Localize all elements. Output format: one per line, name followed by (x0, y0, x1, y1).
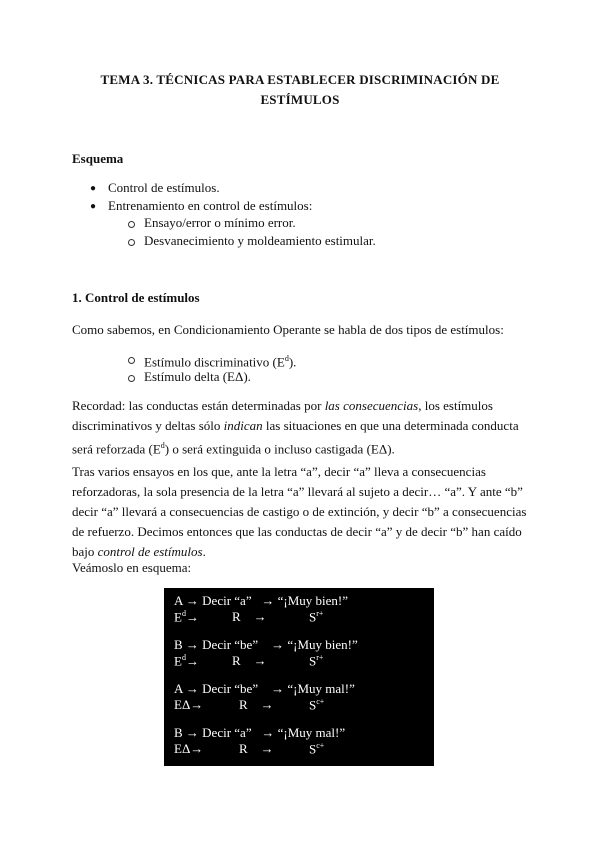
title-line-2: ESTÍMULOS (260, 92, 340, 107)
paragraph-recordad: Recordad: las conductas están determinadas por las consecuencias, los estímulos discriminativos y deltas sólo indican las situaciones en que una determinada conducta será reforzada $(E^d)$ o será extinguida o incluso castigada (EΔ). (72, 398, 519, 457)
paragraph-esquema: Veámoslo en esquema: (72, 560, 192, 575)
schema-row-3b-r: R → (239, 697, 274, 712)
bullet-icon: ● (90, 183, 97, 194)
schema-row-3b-s: $S^{c+}$ (309, 697, 325, 713)
schema-row-4b: EΔ→ (174, 741, 204, 756)
circle-bullet-icon (128, 375, 135, 382)
schema-row-2: B → Decir “be” → “¡Muy bien!” (174, 637, 358, 652)
stimulus-delta: Estímulo delta (EΔ). (144, 369, 251, 384)
schema-row-2b-r: R → (232, 653, 267, 668)
schema-row-1b-s: $S^{r+}$ (309, 609, 324, 625)
paragraph-intro: Como sabemos, en Condicionamiento Operante se habla de dos tipos de estímulos: (72, 322, 504, 337)
outline-subitem-1: Ensayo/error o mínimo error. (144, 215, 296, 230)
schema-row-1b-r: R → (232, 609, 267, 624)
circle-bullet-icon (128, 357, 135, 364)
schema-row-2b-s: $S^{r+}$ (309, 653, 324, 669)
circle-bullet-icon (128, 221, 135, 228)
schema-row-4: B → Decir “a” → “¡Muy mal!” (174, 725, 346, 740)
schema-row-3b: EΔ→ (174, 697, 204, 712)
outline-subitem-2: Desvanecimiento y moldeamiento estimular. (144, 233, 376, 248)
schema-row-1: A → Decir “a” → “¡Muy bien!” (174, 593, 348, 608)
document-title (70, 70, 530, 110)
schema-row-2b: $E^d\to$ (174, 653, 199, 669)
bullet-icon: ● (90, 201, 97, 212)
stimulus-discriminative: Estímulo discriminativo $(E^d)$. (144, 354, 297, 370)
outline-item-2: Entrenamiento en control de estímulos: (108, 198, 313, 213)
schema-row-1b: $E^d\to$ (174, 609, 199, 625)
section-1-heading: 1. Control de estímulos (72, 290, 200, 305)
schema-row-4b-s: $S^{c+}$ (309, 741, 325, 757)
paragraph-ensayos: Tras varios ensayos en los que, ante la letra “a”, decir “a” lleva a consecuencias reforzadoras, la sola presencia de la letra “a” llevará al sujeto a decir… “a”. Y ante “b” decir “a” llevará a consecuencias de castigo o de extinción, y decir “b” a consecuencias de refuerzo. Decimos entonces que las conductas de decir “a” y de decir “b” han caído bajo control de estímulos. (72, 464, 527, 559)
outline-item-1: Control de estímulos. (108, 180, 220, 195)
title-line-1: TEMA 3. TÉCNICAS PARA ESTABLECER DISCRIMINACIÓN DE (100, 72, 500, 87)
schema-row-4b-r: R → (239, 741, 274, 756)
circle-bullet-icon (128, 239, 135, 246)
esquema-heading: Esquema (72, 151, 124, 166)
schema-row-3: A → Decir “be” → “¡Muy mal!” (174, 681, 355, 696)
schema-image (164, 588, 434, 766)
